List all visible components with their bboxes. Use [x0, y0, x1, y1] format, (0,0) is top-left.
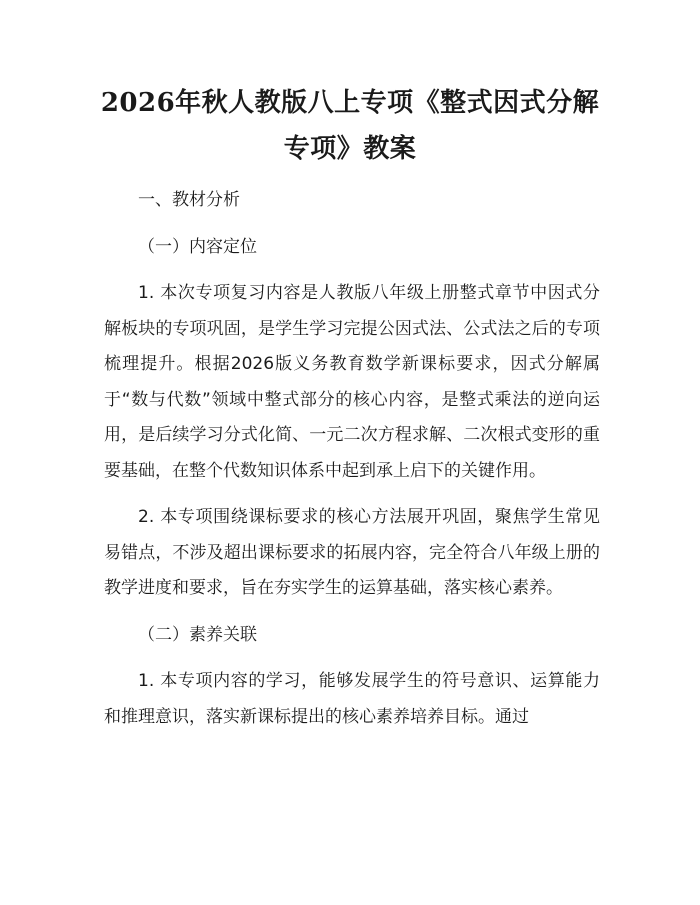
subsection-heading-literacy-connection: （二）素养关联: [138, 624, 257, 645]
document-body: [104, 183, 600, 746]
document-title: 2026年秋人教版八上专项《整式因式分解专项》教案: [100, 88, 600, 164]
subsection-heading-content-positioning: （一）内容定位: [138, 236, 257, 257]
paragraph-literacy-connection-1: 1. 本专项内容的学习，能够发展学生的符号意识、运算能力和推理意识，落实新课标提出的核心素养培养目标。通过: [104, 671, 600, 727]
paragraph-content-positioning-2: 2. 本专项围绕课标要求的核心方法展开巩固，聚焦学生常见易错点，不涉及超出课标要求的拓展内容，完全符合八年级上册的教学进度和要求，旨在夯实学生的运算基础，落实核心素养。: [104, 507, 600, 598]
section-heading-textbook-analysis: 一、教材分析: [138, 190, 240, 210]
paragraph-content-positioning-1: 1. 本次专项复习内容是人教版八年级上册整式章节中因式分解板块的专项巩固，是学生学习完提公因式法、公式法之后的专项梳理提升。根据2026版义务教育数学新课标要求，因式分解属于“数与代数”领域中整式部分的核心内容，是整式乘法的逆向运用，是后续学习分式化简、一元二次方程求解、二次根式变形的重要基础，在整个代数知识体系中起到承上启下的关键作用。: [104, 283, 600, 481]
